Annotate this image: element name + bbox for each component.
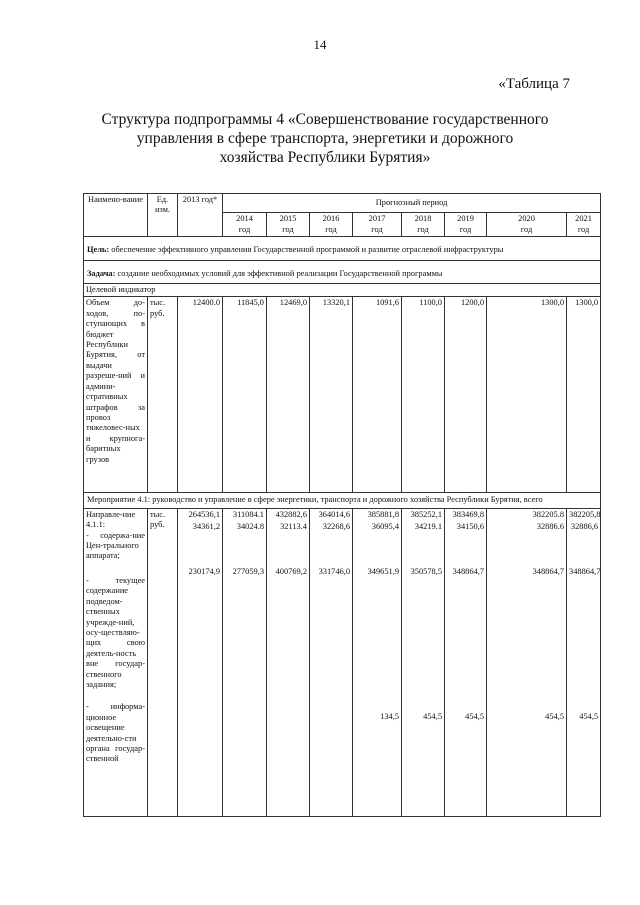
sub-central-name: - содержа-ние Цен-трального аппарата; (86, 530, 145, 561)
header-year: 2020 год (487, 213, 567, 237)
header-forecast: Прогнозный период (223, 194, 601, 213)
value-column: 311084.1 34024.8 277059,3 (223, 508, 267, 816)
indicator-row (84, 297, 601, 493)
indicator-value: 1200,0 (445, 297, 487, 493)
value-column: 264536,1 34361,2 230174,9 (178, 508, 223, 816)
value-column: 385252,1 34219.1 350578,5 454,5 (402, 508, 445, 816)
value-column: 382205.8 32886.6 348864,7 454,5 (487, 508, 567, 816)
indicator-name: Объем до-ходов, по-ступающих в бюджет Республики Бурятия, от выдачи разреше-ний и админи-стративных штрафов за провоз тяжеловес-ных и крупнога-баритных грузов (84, 297, 148, 493)
table-label: «Таблица 7 (498, 76, 570, 92)
goal-row (84, 237, 601, 260)
indicator-unit: тыс. руб. (148, 297, 178, 493)
value-column: 383469,8 34150,6 348864,7 454,5 (445, 508, 487, 816)
header-year: 2019 год (445, 213, 487, 237)
header-base-year: 2013 год* (178, 194, 223, 237)
task-row (84, 260, 601, 283)
indicator-header-row (84, 284, 601, 297)
measure-header-row (84, 493, 601, 508)
direction-name-cell (84, 508, 148, 816)
indicator-header-cell: Целевой индикатор (84, 284, 601, 297)
sub-current-name: - текущее содержание подведом-ственных учрежде-ний, осу-ществляю-щих свою деятель-ность вне государ-ственного задания; (86, 575, 145, 689)
title-line-2: управления в сфере транспорта, энергетики и дорожного (136, 130, 514, 147)
goal-cell: Цель: обеспечение эффективного управления Государственной программой и развитие отраслевой инфраструктуры (84, 237, 601, 260)
header-year: 2016 год (310, 213, 353, 237)
header-year: 2014 год (223, 213, 267, 237)
indicator-value: 12400.0 (178, 297, 223, 493)
title-line-1: Структура подпрограммы 4 «Совершенствование государственного (101, 111, 549, 128)
header-year: 2017 год (353, 213, 402, 237)
indicator-value: 1100,0 (402, 297, 445, 493)
indicator-value: 1300,0 (567, 297, 601, 493)
header-year: 2018 год (402, 213, 445, 237)
document-title (95, 110, 555, 167)
indicator-value: 13320,1 (310, 297, 353, 493)
direction-name: Направле-ние 4.1.1: (86, 509, 136, 530)
task-cell: Задача: создание необходимых условий для эффективной реализации Государственной программы (84, 260, 601, 283)
direction-row (84, 508, 601, 816)
sub-info-name: - информа-ционное освещение деятельно-сти органа государ-ственной (86, 702, 145, 764)
direction-unit: тыс. руб. (148, 508, 178, 816)
header-row-1 (84, 194, 601, 213)
value-column: 382205,8 32886,6 348864,7 454,5 (567, 508, 601, 816)
header-name: Наимено-вание (84, 194, 148, 237)
page-number: 14 (313, 37, 327, 52)
measure-header-cell: Мероприятие 4.1: руководство и управление в сфере энергетики, транспорта и дорожного хозяйства Республики Бурятия, всего (84, 493, 601, 508)
value-column: 385881,8 36095,4 349651,9 134,5 (353, 508, 402, 816)
structure-table (83, 193, 601, 817)
header-year: 2021 год (567, 213, 601, 237)
header-unit: Ед. изм. (148, 194, 178, 237)
value-column: 432882,6 32113.4 400769,2 (267, 508, 310, 816)
indicator-value: 1091,6 (353, 297, 402, 493)
header-year: 2015 год (267, 213, 310, 237)
indicator-value: 1300,0 (487, 297, 567, 493)
indicator-value: 12469,0 (267, 297, 310, 493)
title-line-3: хозяйства Республики Бурятия» (219, 149, 431, 166)
value-column: 364014,6 32268,6 331746,0 (310, 508, 353, 816)
indicator-value: 11845,0 (223, 297, 267, 493)
